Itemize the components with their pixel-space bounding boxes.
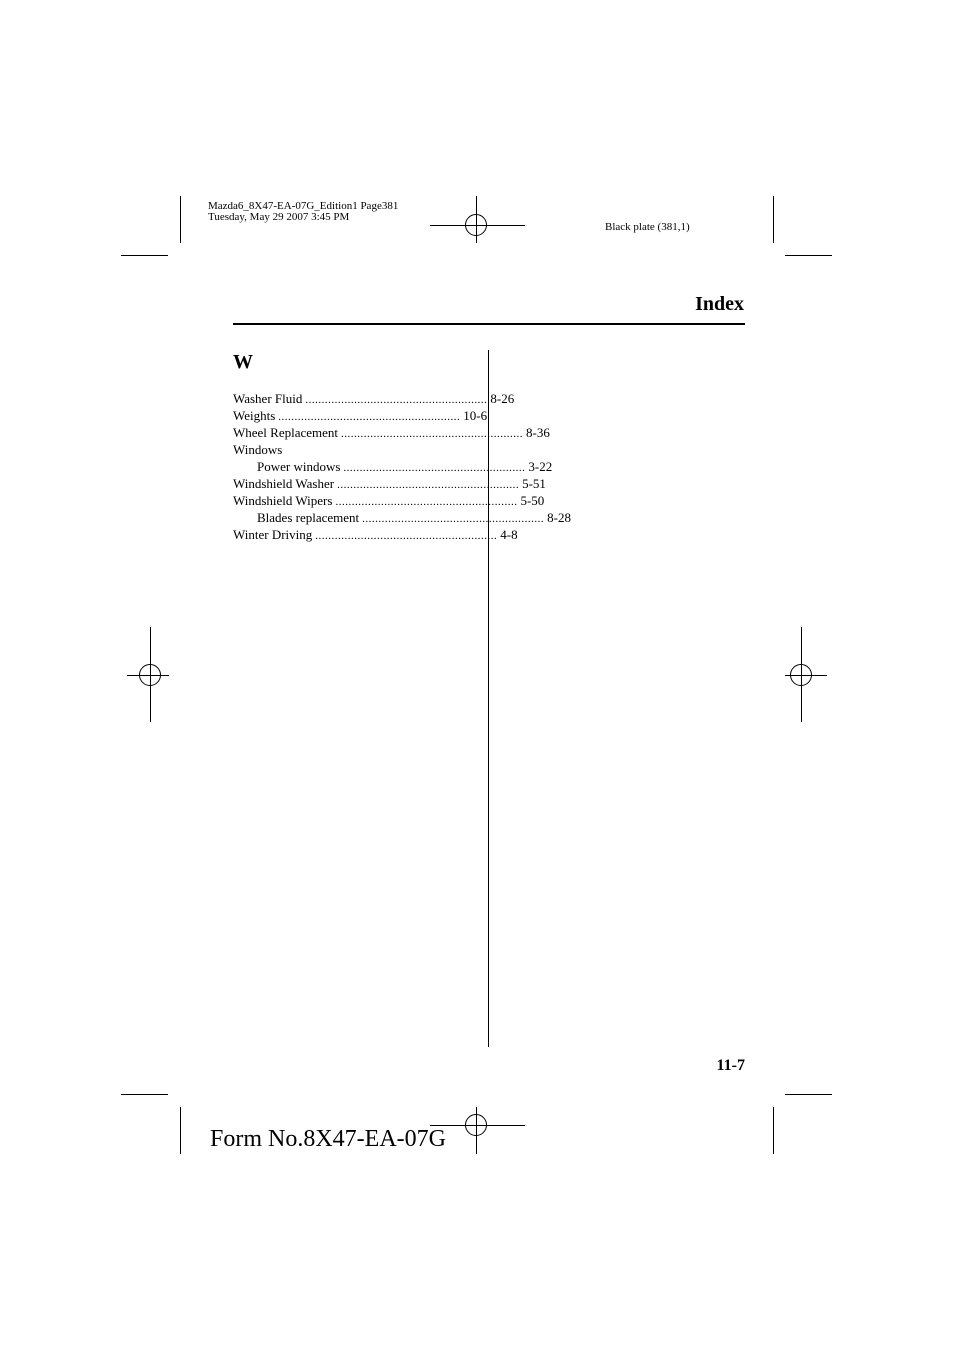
index-entry-page: 5-51: [522, 476, 546, 491]
index-entry-leader: ........................................................: [337, 479, 520, 491]
index-entry-term: Windshield Washer: [233, 476, 335, 491]
index-entry-page: 8-28: [547, 510, 571, 525]
column-divider: [488, 350, 489, 1047]
registration-mark-bottom-circle: [465, 1114, 487, 1136]
index-letter-heading: W: [233, 351, 253, 373]
index-entry-page: 8-36: [526, 425, 550, 440]
print-meta-line2: Tuesday, May 29 2007 3:45 PM: [208, 211, 350, 223]
index-entry: [233, 526, 518, 543]
section-title: Index: [695, 293, 744, 315]
crop-mark-top-right-horizontal: [785, 255, 832, 256]
index-entry-leader: ........................................................: [315, 530, 498, 542]
index-entry-term: Winter Driving: [233, 527, 313, 542]
index-entry-page: 5-50: [520, 493, 545, 508]
crop-mark-top-left-vertical: [180, 196, 181, 243]
registration-mark-top-circle: [465, 214, 487, 236]
crop-mark-bottom-left-horizontal: [121, 1094, 168, 1095]
index-entry: [233, 407, 488, 424]
index-entry: [233, 492, 545, 509]
index-entry: [233, 441, 471, 458]
crop-mark-bottom-right-vertical: [773, 1107, 774, 1154]
form-number: Form No.8X47-EA-07G: [210, 1126, 446, 1152]
crop-mark-top-right-vertical: [773, 196, 774, 243]
header-rule: [233, 323, 745, 325]
index-entry-leader: ........................................................: [362, 513, 545, 525]
index-entry-page: 4-8: [500, 527, 518, 542]
index-entry-term: Windows: [233, 442, 283, 457]
black-plate-label: Black plate (381,1): [605, 221, 690, 233]
index-entry-leader: ........................................................: [335, 496, 518, 508]
print-meta-line1: Mazda6_8X47-EA-07G_Edition1 Page381: [208, 200, 399, 212]
index-entry-list: [233, 390, 571, 543]
crop-mark-bottom-left-vertical: [180, 1107, 181, 1154]
index-subentry: [233, 458, 553, 475]
crop-mark-top-left-horizontal: [121, 255, 168, 256]
index-entry-term: Wheel Replacement: [233, 425, 339, 440]
index-entry-term: Power windows: [257, 459, 341, 474]
registration-mark-right-circle: [790, 664, 812, 686]
crop-mark-bottom-right-horizontal: [785, 1094, 832, 1095]
index-entry-term: Blades replacement: [257, 510, 360, 525]
index-entry: [233, 424, 550, 441]
index-entry-leader: ........................................................: [341, 428, 524, 440]
index-entry: [233, 475, 546, 492]
index-entry-term: Windshield Wipers: [233, 493, 333, 508]
index-entry-leader: ........................................................: [343, 462, 526, 474]
index-entry-term: Weights: [233, 408, 276, 423]
index-entry-page: 8-26: [490, 391, 515, 406]
index-entry-page: 10-6: [463, 408, 488, 423]
registration-mark-left-circle: [139, 664, 161, 686]
index-entry-term: Washer Fluid: [233, 391, 303, 406]
index-subentry: [233, 509, 571, 526]
page-number: 11-7: [716, 1057, 745, 1074]
index-entry-leader: ........................................................: [278, 411, 461, 423]
index-entry-leader: ........................................................: [305, 394, 488, 406]
index-entry: [233, 390, 515, 407]
index-entry-page: 3-22: [528, 459, 553, 474]
